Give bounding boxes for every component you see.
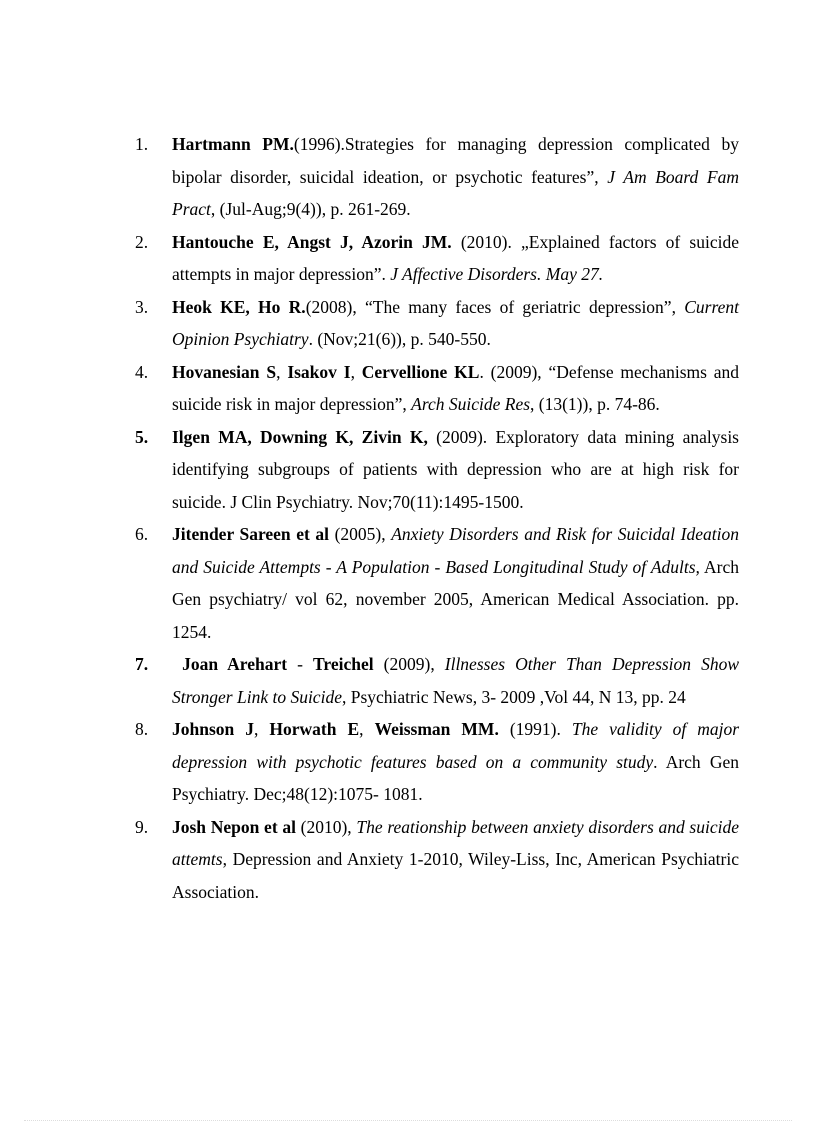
reference-authors: Jitender Sareen et al xyxy=(172,524,330,544)
reference-item-4: 4. Hovanesian S, Isakov I, Cervellione KL. (2009), “Defense mechanisms and suicide risk in major depression”, Arch Suicide Res, (13(1)), p. 74-86. xyxy=(135,356,739,421)
reference-item-1 xyxy=(135,128,739,226)
reference-number: 2. xyxy=(135,231,149,252)
reference-title: Anxiety Disorders and Risk for Suicidal Ideation and Suicide Attempts - A Population - Based Longitudinal Study of Adults, xyxy=(172,524,739,577)
reference-author: Horwath E xyxy=(269,719,360,739)
reference-details: , Psychiatric News, 3- 2009 ,Vol 44, N 13, pp. 24 xyxy=(341,686,686,707)
reference-journal: J Am Board Fam Pract xyxy=(172,166,739,219)
reference-item-7 xyxy=(135,648,739,713)
reference-text: (2009), xyxy=(373,654,445,674)
reference-number: 4. xyxy=(135,361,149,382)
reference-authors: Ilgen MA, Downing K, Zivin K, xyxy=(172,426,428,447)
reference-title: Illnesses Other Than Depression Show Stronger Link to Suicide xyxy=(172,654,740,707)
reference-author: Joan Arehart xyxy=(182,654,288,674)
reference-item-5 xyxy=(135,421,739,519)
reference-separator: - xyxy=(287,654,314,674)
reference-details: , (Jul-Aug;9(4)), p. 261-269. xyxy=(210,199,411,219)
reference-details: . (Nov;21(6)), p. 540-550. xyxy=(308,329,491,349)
reference-item-3 xyxy=(135,291,739,356)
reference-author: Johnson J xyxy=(172,719,255,739)
reference-number: 7. xyxy=(135,654,149,674)
page-bottom-divider xyxy=(24,1120,792,1121)
reference-number: 8. xyxy=(135,719,149,739)
reference-text: (2008), xyxy=(305,296,365,317)
reference-title: “The many faces of geriatric depression”, xyxy=(364,296,676,317)
reference-author: Isakov I xyxy=(287,361,351,382)
reference-author: Hovanesian S xyxy=(172,361,277,382)
reference-authors: Heok KE, Ho R. xyxy=(172,296,306,317)
reference-text: (1996).Strategies for managing depression complicated by bipolar disorder, suicidal ideation, or psychotic features”, xyxy=(172,134,739,187)
reference-title: The validity of major depression with psychotic features based on a community study xyxy=(172,719,740,772)
reference-journal: J Affective Disorders. May 27. xyxy=(390,264,604,284)
reference-item-9 xyxy=(135,811,739,909)
reference-number: 1. xyxy=(135,134,149,154)
reference-details: Arch Gen psychiatry/ vol 62, november 2005, American Medical Association. pp. 1254. xyxy=(172,556,739,642)
reference-text: (2010). „Explained factors of suicide attempts in major depression”. xyxy=(172,231,739,284)
reference-authors: Josh Nepon et al xyxy=(172,816,296,837)
reference-authors: Hartmann PM. xyxy=(172,134,294,154)
reference-number: 3. xyxy=(135,296,149,317)
reference-author: Weissman MM. xyxy=(374,719,499,739)
reference-details: , (13(1)), p. 74-86. xyxy=(530,394,660,414)
reference-authors: Hantouche E, Angst J, Azorin JM. xyxy=(172,231,452,252)
reference-text: (2005), xyxy=(329,524,392,544)
reference-number: 9. xyxy=(135,816,149,837)
reference-text: . (2009), “Defense mechanisms and suicide risk in major depression”, xyxy=(172,361,740,414)
reference-title: The reationship between anxiety disorders and suicide attemts xyxy=(172,816,740,869)
reference-list xyxy=(135,128,739,908)
reference-item-8: 8. Johnson J, Horwath E, Weissman MM. (1991). The validity of major depression with psychotic features based on a community study. Arch Gen Psychiatry. Dec;48(12):1075- 1081. xyxy=(135,713,739,811)
reference-text: (2010), xyxy=(295,816,357,837)
reference-item-6 xyxy=(135,518,739,648)
reference-text: (2009). Exploratory data mining analysis identifying subgroups of patients with depression who are at high risk for suicide. J Clin Psychiatry. Nov;70(11):1495-1500. xyxy=(172,426,739,512)
reference-details: , Depression and Anxiety 1-2010, Wiley-Liss, Inc, American Psychiatric Association. xyxy=(172,849,739,902)
reference-number: 5. xyxy=(135,426,149,447)
reference-journal: Current Opinion Psychiatry xyxy=(172,296,739,349)
reference-item-2 xyxy=(135,226,739,291)
reference-number: 6. xyxy=(135,524,149,544)
reference-author: Treichel xyxy=(313,654,374,674)
reference-details: . Arch Gen Psychiatry. Dec;48(12):1075- 1081. xyxy=(172,751,739,804)
reference-author: Cervellione KL xyxy=(361,361,480,382)
reference-text xyxy=(676,297,684,317)
reference-text: (1991). xyxy=(498,719,572,739)
reference-journal: Arch Suicide Res xyxy=(411,394,531,414)
